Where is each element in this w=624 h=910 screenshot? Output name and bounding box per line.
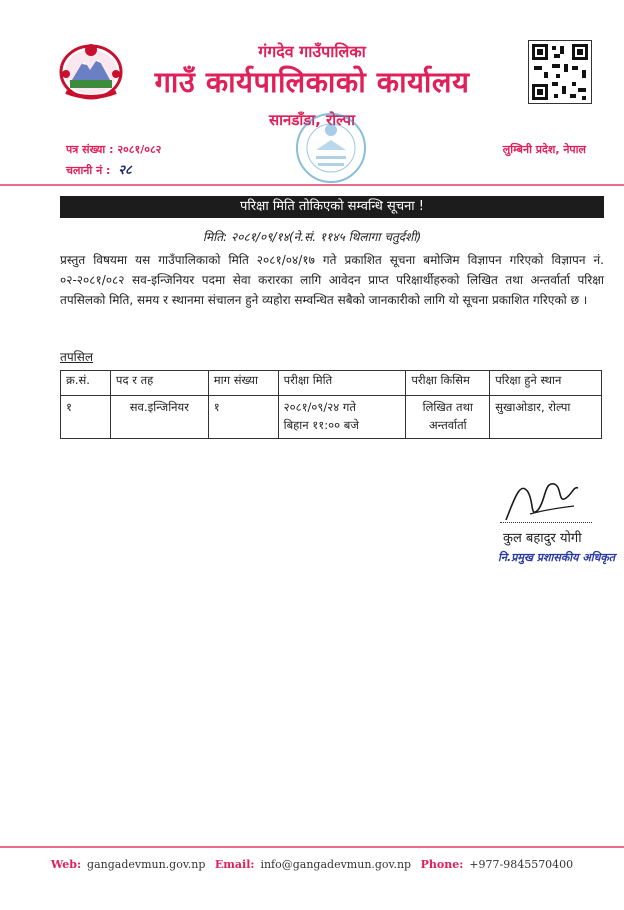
col-header-venue: परिक्षा हुने स्थान — [490, 371, 602, 396]
dispatch-value: २८ — [118, 163, 132, 178]
municipality-name: गंगदेव गाउँपालिका — [258, 42, 366, 61]
cell-type-line1: लिखित तथा — [422, 400, 473, 414]
dispatch-number — [66, 160, 132, 178]
notice-title: परिक्षा मिति तोकिएको सम्वन्धि सूचना ! — [60, 196, 604, 218]
dispatch-label: चलानी नं : — [66, 164, 111, 177]
signatory-title: नि.प्रमुख प्रशासकीय अधिकृत — [498, 551, 616, 564]
col-header-post: पद र तह — [110, 371, 208, 396]
cell-date — [278, 396, 406, 439]
col-header-type: परीक्षा किसिम — [406, 371, 490, 396]
reference-number — [66, 142, 161, 157]
col-header-date: परीक्षा मिति — [278, 371, 406, 396]
web-link[interactable]: gangadevmun.gov.np — [87, 858, 206, 871]
cell-type — [406, 396, 490, 439]
table-header-row — [61, 371, 602, 396]
details-label: तपसिल — [60, 350, 94, 364]
exam-schedule-table — [60, 370, 602, 439]
header-divider — [0, 184, 624, 186]
cell-date-line1: २०८१/०९/२४ गते — [283, 400, 356, 414]
footer-contact — [0, 858, 624, 871]
province-text: लुम्बिनी प्रदेश, नेपाल — [502, 143, 586, 156]
ref-label: पत्र संख्या : — [66, 143, 114, 156]
phone-number[interactable]: +977-9845570400 — [469, 858, 574, 871]
office-title: गाउँ कार्यपालिकाको कार्यालय — [154, 65, 470, 99]
official-stamp — [286, 110, 376, 188]
ref-value: २०८१/०८२ — [117, 143, 162, 156]
signature-line — [500, 522, 592, 523]
web-label: Web: — [50, 858, 82, 871]
col-header-sn: क्र.सं. — [61, 371, 111, 396]
office-location: सानडाँडा, रोल्पा — [269, 111, 355, 129]
email-label: Email: — [214, 858, 255, 871]
email-link[interactable]: info@gangadevmun.gov.np — [260, 858, 412, 871]
col-header-demand: माग संख्या — [208, 371, 278, 396]
handwritten-signature — [500, 470, 584, 530]
notice-body: प्रस्तुत विषयमा यस गाउँपालिकाको मिति २०८१/०४/१७ गते प्रकाशित सूचना बमोजिम विज्ञापन गरिएको विज्ञापन नं. ०२-२०८१/०८२ सव-इन्जिनियर पदमा सेवा करारका लागि आवेदन प्राप्त परिक्षार्थीहरुको लिखित तथा अन्तर्वार्ता परिक्षा तपसिलको मिति, समय र स्थानमा संचालन हुने व्यहोरा सम्वन्धित सबैको जानकारीको लागि यो सूचना प्रकाशित गरिएको छ । — [60, 253, 604, 307]
cell-post: सव.इन्जिनियर — [110, 396, 208, 439]
phone-label: Phone: — [420, 858, 464, 871]
signatory-name: कुल बहादुर योगी — [503, 531, 582, 546]
footer-divider — [0, 846, 624, 848]
table-row — [61, 396, 602, 439]
cell-date-line2: बिहान ११:०० बजे — [283, 418, 359, 432]
cell-sn: १ — [61, 396, 111, 439]
notice-date: मिति: २०८१/०९/१४(ने.सं. ११४५ थिलागा चतुर्दशी) — [202, 230, 422, 244]
cell-type-line2: अन्तर्वार्ता — [428, 418, 467, 432]
cell-venue: सुखाओडार, रोल्पा — [490, 396, 602, 439]
cell-demand: १ — [208, 396, 278, 439]
